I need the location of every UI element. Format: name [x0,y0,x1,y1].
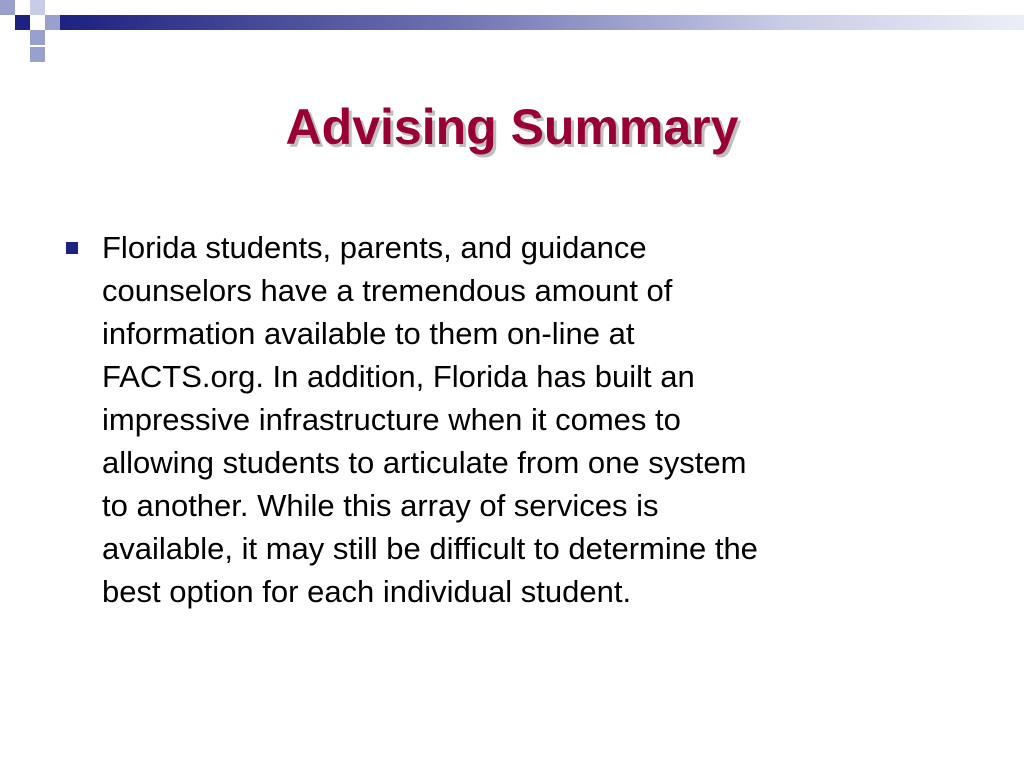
decorative-square [30,47,45,62]
bullet-text: Florida students, parents, and guidance counselors have a tremendous amount of information available to them on-line at FACTS.org. In addition, Florida has built an impressive infrastructure when it comes to allowing students to articulate from one system to another. While this array of services is available, it may still be difficult to determine the best option for each individual student. [102,230,758,609]
decorative-square [0,0,15,15]
decorative-square [30,0,45,15]
slide-body [62,226,962,613]
decorative-square [30,30,45,45]
square-bullet-icon [66,242,78,254]
decorative-square [45,15,60,30]
decorative-square [15,15,30,30]
header-decoration [0,0,1024,70]
slide-title: Advising Summary [285,99,739,155]
bullet-item [62,226,962,613]
header-gradient-bar [60,15,1024,30]
